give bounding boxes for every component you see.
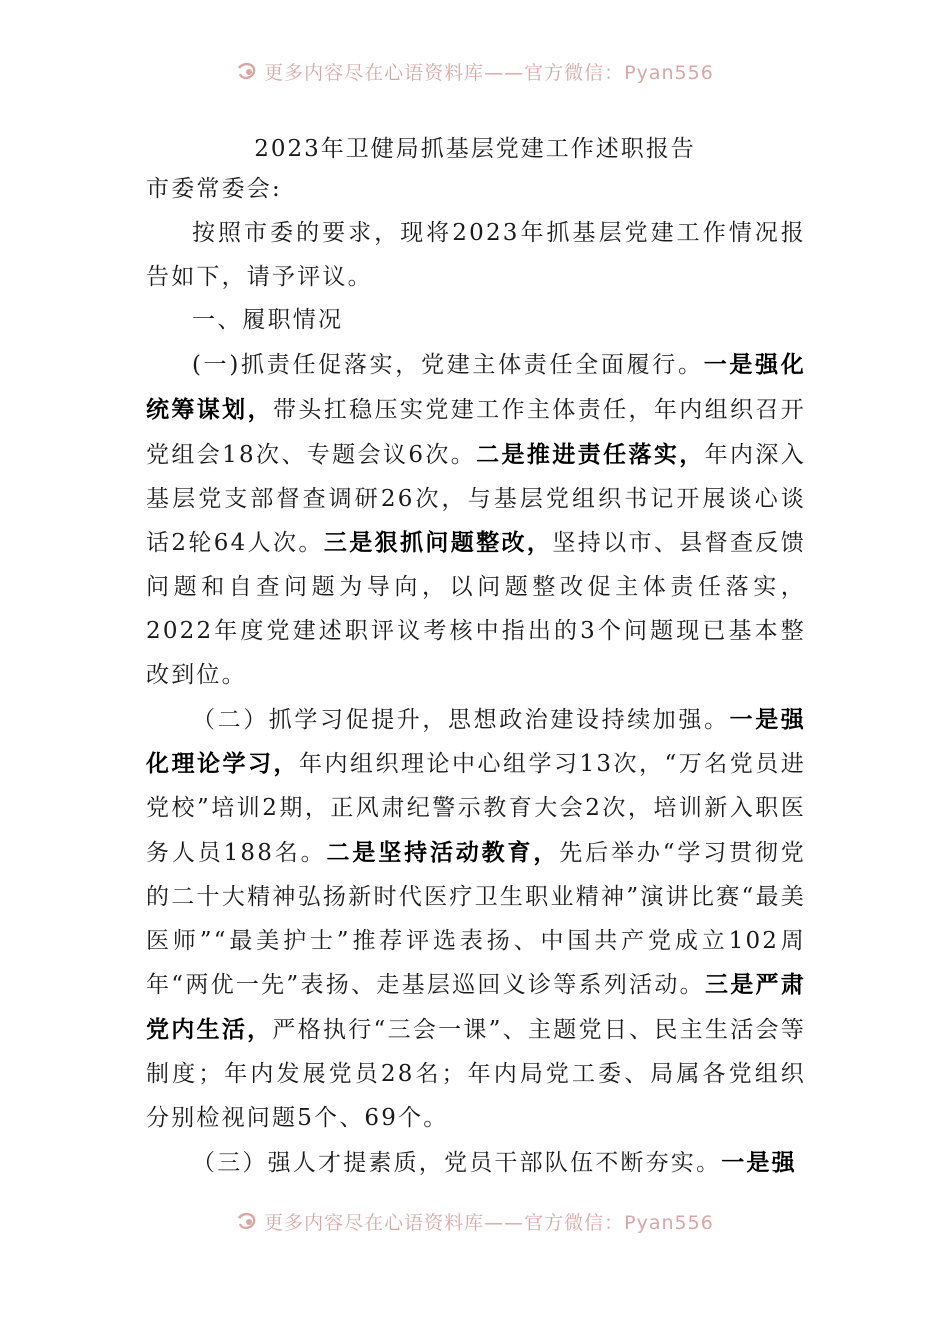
body-text: 年内深入基层党支部督查调研26次，与基层党组织书记开展谈心谈话2轮64人次。 xyxy=(146,441,806,557)
part-heading: （三）强人才提素质，党员干部队伍不断夯实。 xyxy=(192,1149,722,1176)
watermark-text: 更多内容尽在心语资料库——官方微信：Pyan556 xyxy=(264,1212,714,1234)
keyword-3: 三是严肃党内生活， xyxy=(146,971,806,1044)
salutation: 市委常委会: xyxy=(146,176,282,202)
paragraph-part-3 xyxy=(146,1141,806,1186)
document-body xyxy=(146,168,806,1185)
keyword-1: 一是强化统筹谋划， xyxy=(146,351,806,423)
paragraph-part-2 xyxy=(146,698,806,1141)
part-heading: (一)抓责任促落实，党建主体责任全面履行。 xyxy=(192,352,704,379)
body-text: 先后举办“学习贯彻党的二十大精神弘扬新时代医疗卫生职业精神”演讲比赛“最美医师”“最美护士”推荐评选表扬、中国共产党成立102周年“两优一先”表扬、走基层巡回义诊等系列活动。 xyxy=(146,839,806,999)
body-text: 坚持以市、县督查反馈问题和自查问题为导向，以问题整改促主体责任落实，2022年度党建述职评议考核中指出的3个问题现已基本整改到位。 xyxy=(146,530,806,688)
document-title: 2023年卫健局抓基层党建工作述职报告 xyxy=(254,136,696,162)
body-text: 带头扛稳压实党建工作主体责任，年内组织召开党组会18次、专题会议6次。 xyxy=(146,396,807,468)
keyword-1: 一是强化理论学习， xyxy=(146,705,806,778)
body-text: 严格执行“三会一课”、主题党日、民主生活会等制度；年内发展党员28名；年内局党工委、局属各党组织分别检视问题5个、69个。 xyxy=(146,1017,807,1131)
section-heading-1: 一、履职情况 xyxy=(192,307,344,334)
part-heading: （二）抓学习促提升，思想政治建设持续加强。 xyxy=(192,706,730,733)
keyword-2: 二是推进责任落实， xyxy=(476,440,705,468)
watermark-header xyxy=(0,58,950,85)
keyword-2: 二是坚持活动教育， xyxy=(326,838,560,866)
watermark-footer xyxy=(0,1208,950,1235)
intro-paragraph: 按照市委的要求，现将2023年抓基层党建工作情况报告如下，请予评议。 xyxy=(146,219,806,290)
body-text: 年内组织理论中心组学习13次，“万名党员进党校”培训2期，正风肃纪警示教育大会2次，培训新入职医务人员188名。 xyxy=(146,751,806,866)
logo-icon xyxy=(236,62,262,82)
watermark-text: 更多内容尽在心语资料库——官方微信：Pyan556 xyxy=(264,62,714,84)
keyword-1: 一是强 xyxy=(721,1148,797,1176)
logo-icon xyxy=(236,1212,262,1232)
keyword-3: 三是狠抓问题整改， xyxy=(323,529,553,557)
paragraph-part-1 xyxy=(146,343,806,697)
